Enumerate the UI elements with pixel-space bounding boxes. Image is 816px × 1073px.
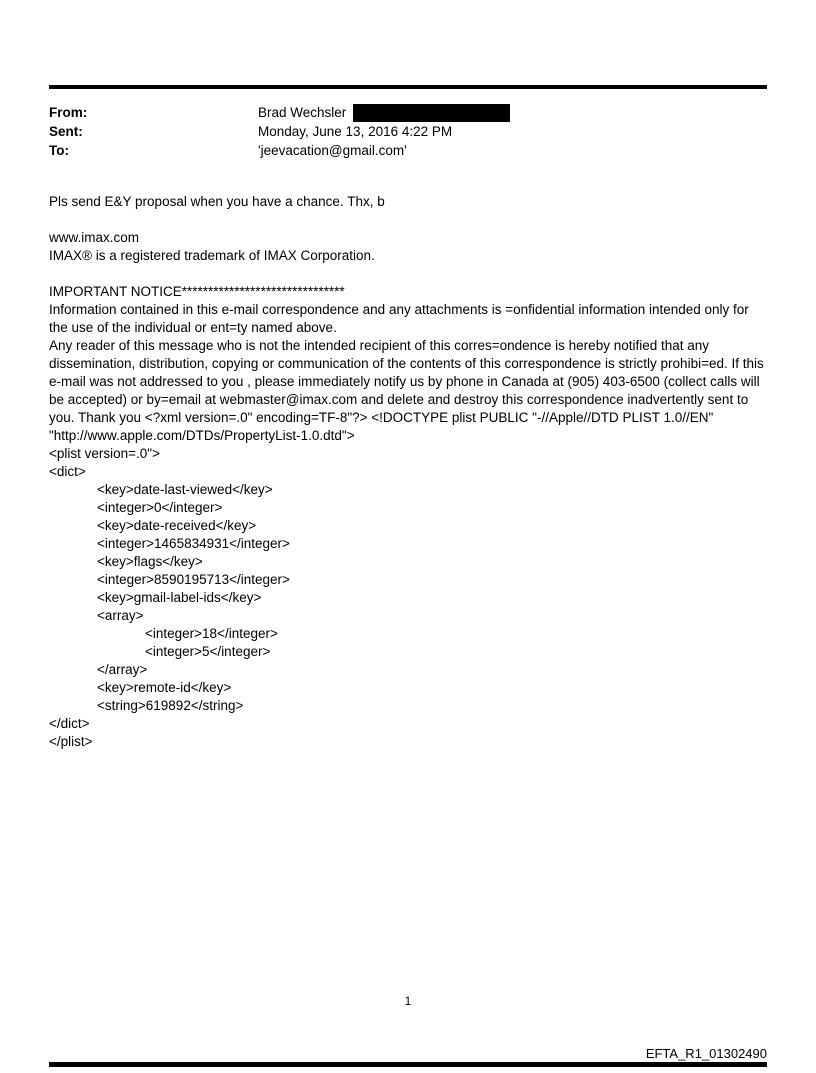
to-value: 'jeevacation@gmail.com' <box>258 143 407 158</box>
body-line: IMPORTANT NOTICE******************************* <box>49 284 345 299</box>
from-value: Brad Wechsler <box>258 105 347 120</box>
body-line: <plist version=.0"> <box>49 446 160 461</box>
body-line <box>49 265 767 283</box>
body-line: IMAX® is a registered trademark of IMAX Corporation. <box>49 248 375 263</box>
top-divider-rule <box>49 85 767 89</box>
bates-number: EFTA_R1_01302490 <box>645 1046 767 1061</box>
sent-label: Sent: <box>49 124 83 139</box>
page-number: 1 <box>404 994 412 1008</box>
email-header <box>49 103 767 160</box>
body-line: <key>flags</key> <box>97 554 203 569</box>
body-line: <integer>1465834931</integer> <box>97 536 290 551</box>
body-line: <integer>18</integer> <box>145 626 278 641</box>
body-line: </plist> <box>49 734 93 749</box>
body-line: <key>gmail-label-ids</key> <box>97 590 262 605</box>
body-line: <integer>8590195713</integer> <box>97 572 290 587</box>
body-line: <array> <box>97 608 144 623</box>
body-line: <key>date-last-viewed</key> <box>97 482 273 497</box>
body-line: </dict> <box>49 716 90 731</box>
sent-value: Monday, June 13, 2016 4:22 PM <box>258 124 453 139</box>
body-line: Pls send E&Y proposal when you have a chance. Thx, b <box>49 194 385 209</box>
to-label: To: <box>49 143 69 158</box>
redaction-box <box>353 104 510 122</box>
body-line: </array> <box>97 662 148 677</box>
bottom-divider-rule <box>49 1062 767 1067</box>
from-label: From: <box>49 105 88 120</box>
body-line: <dict> <box>49 464 86 479</box>
body-line: <string>619892</string> <box>97 698 244 713</box>
body-line: Any reader of this message who is not the intended recipient of this corres=ondence is hereby notified that any dissemination, distribution, copying or communication of the contents of this correspondence is strictly prohibi=ed. If this e-mail was not addressed to you , please immediately notify us by phone in Canada at (905) 403-6500 (collect calls will be accepted) or by=email at webmaster@imax.com and delete and destroy this correspondence inadvertently sent to you. Thank you <?xml version=.0" encoding=TF-8"?> <!DOCTYPE plist PUBLIC "-//Apple//DTD PLIST 1.0//EN" "http://www.apple.com/DTDs/PropertyList-1.0.dtd"> <box>49 338 768 443</box>
body-line: Information contained in this e-mail correspondence and any attachments is =onfidential information intended only for the use of the individual or ent=ty named above. <box>49 302 753 335</box>
body-line <box>49 211 767 229</box>
body-line: <integer>0</integer> <box>97 500 223 515</box>
header-row-to <box>49 141 767 160</box>
body-line: <key>date-received</key> <box>97 518 257 533</box>
email-body <box>49 193 767 751</box>
header-row-sent <box>49 122 767 141</box>
body-line: <integer>5</integer> <box>145 644 271 659</box>
header-row-from <box>49 103 767 122</box>
body-line: www.imax.com <box>49 230 140 245</box>
body-line: <key>remote-id</key> <box>97 680 232 695</box>
